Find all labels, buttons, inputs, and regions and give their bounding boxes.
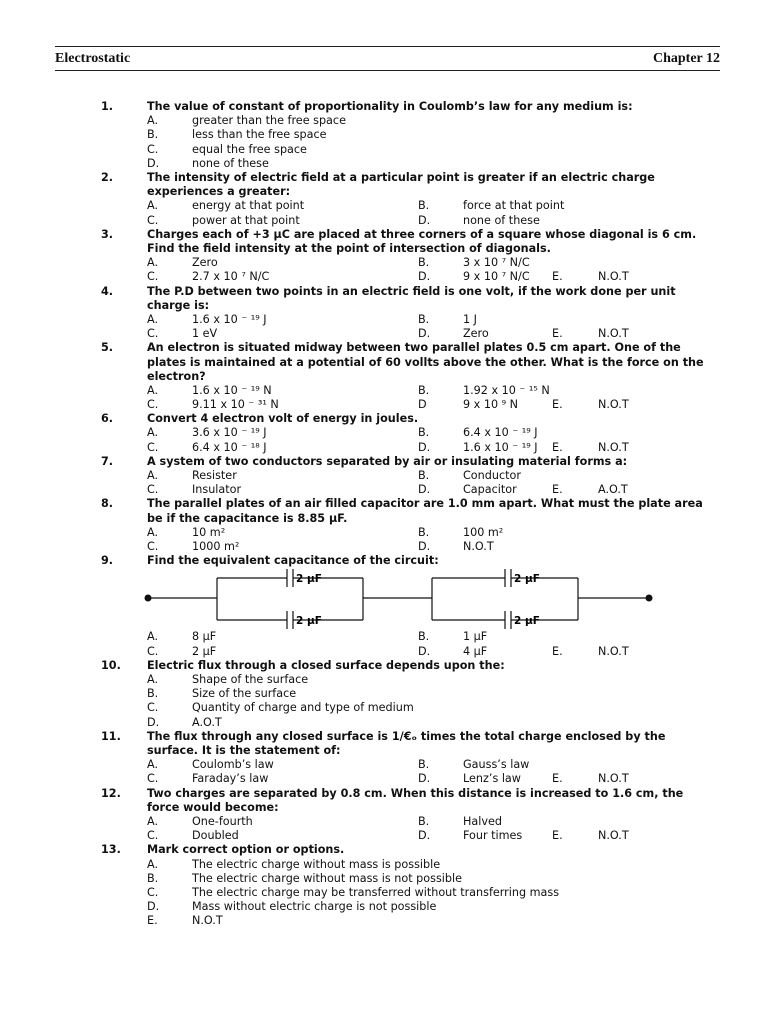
- option-letter: C.: [147, 213, 159, 227]
- question-number: 7.: [101, 454, 114, 468]
- question-header: [0, 285, 768, 313]
- option-letter: C.: [147, 772, 159, 786]
- option-text: 10 m²: [192, 525, 226, 539]
- option-letter: C.: [147, 142, 159, 156]
- question-number: 3.: [101, 227, 114, 241]
- option-row: [0, 469, 768, 483]
- options: [0, 673, 768, 730]
- option-text: Gauss’s law: [463, 758, 530, 772]
- question-number: 9.: [101, 554, 114, 568]
- option-letter: C.: [147, 540, 159, 554]
- option-text: One-fourth: [192, 814, 253, 828]
- question-number: 6.: [101, 412, 114, 426]
- header-chapter: Chapter 12: [652, 50, 720, 66]
- option-text: A.O.T: [192, 715, 222, 729]
- option-row: [0, 645, 768, 659]
- question-list: [0, 100, 768, 928]
- page-header: [55, 46, 720, 71]
- option-text: Doubled: [192, 829, 239, 843]
- options: [0, 758, 768, 786]
- question-stem: A system of two conductors separated by air or insulating material forms a:: [147, 454, 628, 468]
- option-text: 9.11 x 10 ⁻ ³¹ N: [192, 398, 279, 412]
- question-stem: Charges each of +3 μC are placed at three corners of a square whose diagonal is 6 cm. Find the field intensity at the point of intersection of diagonals.: [147, 227, 697, 255]
- option-letter: C.: [147, 644, 159, 658]
- question-header: [0, 787, 768, 815]
- question-3: [0, 228, 768, 285]
- option-row: [0, 199, 768, 213]
- option-letter: B.: [418, 426, 430, 440]
- option-row: [0, 673, 768, 687]
- question-header: [0, 659, 768, 673]
- option-row: [0, 426, 768, 440]
- option-letter: E.: [552, 327, 563, 341]
- option-letter: A.: [147, 256, 159, 270]
- option-letter: B.: [418, 525, 430, 539]
- option-row: [0, 128, 768, 142]
- option-text: 3 x 10 ⁷ N/C: [463, 256, 530, 270]
- option-letter: E.: [552, 270, 563, 284]
- option-letter: E.: [552, 398, 563, 412]
- option-text: Quantity of charge and type of medium: [192, 701, 414, 715]
- option-text: N.O.T: [598, 398, 629, 412]
- option-row: [0, 398, 768, 412]
- option-text: N.O.T: [598, 829, 629, 843]
- options: [0, 384, 768, 412]
- option-letter: B.: [418, 469, 430, 483]
- option-letter: E.: [552, 829, 563, 843]
- option-letter: B.: [418, 758, 430, 772]
- option-row: [0, 829, 768, 843]
- option-text: The electric charge without mass is possible: [192, 857, 441, 871]
- option-text: 4 μF: [463, 644, 488, 658]
- option-row: [0, 384, 768, 398]
- option-text: N.O.T: [598, 327, 629, 341]
- question-stem: Convert 4 electron volt of energy in joules.: [147, 412, 419, 426]
- options: [0, 199, 768, 227]
- option-text: 1.92 x 10 ⁻ ¹⁵ N: [463, 383, 550, 397]
- option-row: [0, 256, 768, 270]
- question-header: [0, 171, 768, 199]
- option-row: [0, 716, 768, 730]
- option-letter: B.: [418, 814, 430, 828]
- question-number: 13.: [101, 843, 121, 857]
- option-text: 1.6 x 10 ⁻ ¹⁹ J: [192, 312, 267, 326]
- option-letter: A.: [147, 673, 159, 686]
- option-text: 1.6 x 10 ⁻ ¹⁹ N: [192, 383, 272, 397]
- question-number: 4.: [101, 284, 114, 298]
- option-letter: D.: [147, 900, 160, 914]
- option-letter: A.: [147, 383, 159, 397]
- question-stem: The parallel plates of an air filled capacitor are 1.0 mm apart. What must the plate area be if the capacitance is 8.85 μF.: [147, 497, 703, 525]
- option-row: [0, 313, 768, 327]
- option-text: none of these: [463, 213, 540, 227]
- question-number: 11.: [101, 729, 121, 743]
- option-row: [0, 114, 768, 128]
- option-row: [0, 441, 768, 455]
- option-text: 1 J: [463, 312, 477, 326]
- option-letter: C.: [147, 327, 159, 341]
- question-7: [0, 455, 768, 498]
- option-text: The electric charge without mass is not possible: [192, 871, 462, 885]
- option-row: [0, 214, 768, 228]
- question-stem: The P.D between two points in an electric field is one volt, if the work done per unit charge is:: [147, 284, 676, 312]
- option-text: Lenz’s law: [463, 772, 521, 786]
- options: [0, 858, 768, 929]
- option-text: N.O.T: [192, 914, 223, 928]
- capacitor-label: 2 μF: [514, 573, 540, 586]
- option-row: [0, 157, 768, 171]
- question-2: [0, 171, 768, 228]
- option-row: [0, 815, 768, 829]
- question-6: [0, 412, 768, 455]
- option-letter: B.: [418, 256, 430, 270]
- option-row: [0, 540, 768, 554]
- question-number: 5.: [101, 341, 114, 355]
- option-letter: E.: [147, 914, 158, 928]
- options: [0, 256, 768, 284]
- option-text: Capacitor: [463, 483, 517, 497]
- question-4: [0, 285, 768, 342]
- question-header: [0, 497, 768, 525]
- question-number: 10.: [101, 658, 121, 672]
- options: [0, 114, 768, 171]
- question-header: [0, 412, 768, 426]
- options: [0, 313, 768, 341]
- option-row: [0, 687, 768, 701]
- option-row: [0, 483, 768, 497]
- option-text: Mass without electric charge is not possible: [192, 900, 437, 914]
- option-text: Insulator: [192, 483, 242, 497]
- option-letter: C.: [147, 829, 159, 843]
- option-letter: C.: [147, 270, 159, 284]
- option-row: [0, 630, 768, 644]
- option-letter: A.: [147, 312, 159, 326]
- option-letter: B.: [147, 128, 159, 142]
- question-number: 12.: [101, 786, 121, 800]
- option-letter: B.: [418, 383, 430, 397]
- options: [0, 630, 768, 658]
- question-header: [0, 730, 768, 758]
- options: [0, 815, 768, 843]
- option-text: N.O.T: [598, 772, 629, 786]
- option-text: Conductor: [463, 469, 521, 483]
- option-letter: D.: [418, 440, 431, 454]
- option-text: 1.6 x 10 ⁻ ¹⁹ J: [463, 440, 538, 454]
- option-text: 2 μF: [192, 644, 217, 658]
- option-row: [0, 886, 768, 900]
- question-stem: Mark correct option or options.: [147, 843, 345, 857]
- option-text: 1 eV: [192, 327, 218, 341]
- option-text: N.O.T: [463, 540, 494, 554]
- question-header: [0, 341, 768, 384]
- question-stem: The flux through any closed surface is 1/€ₒ times the total charge enclosed by the surface. It is the statement of:: [147, 729, 666, 757]
- option-letter: A.: [147, 469, 159, 483]
- option-letter: A.: [147, 630, 159, 644]
- option-text: Four times: [463, 829, 523, 843]
- option-text: Shape of the surface: [192, 673, 309, 686]
- option-letter: B.: [418, 312, 430, 326]
- question-header: [0, 455, 768, 469]
- option-row: [0, 701, 768, 715]
- question-stem: Two charges are separated by 0.8 cm. When this distance is increased to 1.6 cm, the force would become:: [147, 786, 684, 814]
- option-letter: E.: [552, 483, 563, 497]
- option-text: The electric charge may be transferred without transferring mass: [192, 885, 560, 899]
- option-row: [0, 327, 768, 341]
- option-text: N.O.T: [598, 644, 629, 658]
- option-letter: A.: [147, 857, 159, 871]
- option-letter: D.: [418, 213, 431, 227]
- option-row: [0, 858, 768, 872]
- option-text: N.O.T: [598, 270, 629, 284]
- question-13: [0, 843, 768, 928]
- option-text: equal the free space: [192, 142, 307, 156]
- option-row: [0, 914, 768, 928]
- option-letter: A.: [147, 199, 159, 213]
- option-letter: A.: [147, 758, 159, 772]
- question-number: 1.: [101, 100, 114, 113]
- option-text: 9 x 10 ⁹ N: [463, 398, 519, 412]
- option-text: 8 μF: [192, 630, 217, 644]
- question-9: [0, 554, 768, 659]
- option-text: 2.7 x 10 ⁷ N/C: [192, 270, 270, 284]
- option-letter: D.: [418, 772, 431, 786]
- option-text: less than the free space: [192, 128, 327, 142]
- option-letter: D.: [418, 327, 431, 341]
- option-letter: D.: [418, 644, 431, 658]
- option-letter: A.: [147, 114, 159, 128]
- option-letter: C.: [147, 440, 159, 454]
- capacitor-label: 2 μF: [514, 615, 540, 628]
- capacitor-label: 2 μF: [296, 573, 322, 586]
- question-stem: An electron is situated midway between two parallel plates 0.5 cm apart. One of the plates is maintained at a potential of 60 vollts above the other. What is the force on the electron?: [147, 341, 704, 383]
- question-8: [0, 497, 768, 554]
- header-subject: Electrostatic: [55, 50, 131, 66]
- option-letter: D.: [147, 715, 160, 729]
- option-text: Zero: [463, 327, 489, 341]
- question-header: [0, 843, 768, 857]
- option-text: 1 μF: [463, 630, 488, 644]
- option-text: Faraday’s law: [192, 772, 269, 786]
- option-letter: D.: [418, 483, 431, 497]
- capacitor-circuit-diagram: [0, 568, 768, 630]
- option-letter: C.: [147, 701, 159, 715]
- question-header: [0, 100, 768, 114]
- question-stem: Find the equivalent capacitance of the circuit:: [147, 554, 439, 568]
- options: [0, 469, 768, 497]
- option-row: [0, 900, 768, 914]
- question-number: 2.: [101, 170, 114, 184]
- option-letter: B.: [147, 871, 159, 885]
- option-letter: C.: [147, 398, 159, 412]
- question-number: 8.: [101, 497, 114, 511]
- option-letter: C.: [147, 483, 159, 497]
- option-text: Zero: [192, 256, 218, 270]
- option-letter: B.: [418, 199, 430, 213]
- question-stem: Electric flux through a closed surface depends upon the:: [147, 658, 505, 672]
- option-text: Coulomb’s law: [192, 758, 274, 772]
- option-letter: A.: [147, 426, 159, 440]
- option-letter: D.: [418, 270, 431, 284]
- option-text: energy at that point: [192, 199, 305, 213]
- option-letter: D.: [147, 156, 160, 170]
- option-row: [0, 526, 768, 540]
- option-letter: D.: [418, 829, 431, 843]
- option-text: Halved: [463, 814, 502, 828]
- option-letter: B.: [147, 687, 159, 701]
- option-text: power at that point: [192, 213, 300, 227]
- option-text: 9 x 10 ⁷ N/C: [463, 270, 530, 284]
- option-text: none of these: [192, 156, 269, 170]
- option-letter: A.: [147, 525, 159, 539]
- capacitor-label: 2 μF: [296, 615, 322, 628]
- option-text: 6.4 x 10 ⁻ ¹⁸ J: [192, 440, 267, 454]
- option-text: force at that point: [463, 199, 565, 213]
- question-stem: The intensity of electric field at a particular point is greater if an electric charge experiences a greater:: [147, 170, 655, 199]
- options: [0, 426, 768, 454]
- option-row: [0, 270, 768, 284]
- option-text: greater than the free space: [192, 114, 346, 128]
- question-header: [0, 228, 768, 256]
- option-text: 1000 m²: [192, 540, 240, 554]
- option-letter: B.: [418, 630, 430, 644]
- option-row: [0, 872, 768, 886]
- option-letter: C.: [147, 885, 159, 899]
- option-row: [0, 772, 768, 786]
- question-1: [0, 100, 768, 171]
- option-letter: D.: [418, 540, 431, 554]
- question-12: [0, 787, 768, 844]
- option-letter: E.: [552, 772, 563, 786]
- option-letter: D: [418, 398, 427, 412]
- circuit-svg: [0, 568, 768, 630]
- question-header: [0, 554, 768, 568]
- option-row: [0, 758, 768, 772]
- options: [0, 526, 768, 554]
- option-text: 100 m²: [463, 525, 504, 539]
- option-text: Size of the surface: [192, 687, 297, 701]
- option-text: Resister: [192, 469, 237, 483]
- option-row: [0, 143, 768, 157]
- question-11: [0, 730, 768, 787]
- option-letter: A.: [147, 814, 159, 828]
- option-text: 3.6 x 10 ⁻ ¹⁹ J: [192, 426, 267, 440]
- option-text: A.O.T: [598, 483, 628, 497]
- question-10: [0, 659, 768, 730]
- option-text: N.O.T: [598, 440, 629, 454]
- question-5: [0, 341, 768, 412]
- option-letter: E.: [552, 440, 563, 454]
- question-stem: The value of constant of proportionality in Coulomb’s law for any medium is:: [147, 100, 633, 113]
- option-text: 6.4 x 10 ⁻ ¹⁹ J: [463, 426, 538, 440]
- option-letter: E.: [552, 644, 563, 658]
